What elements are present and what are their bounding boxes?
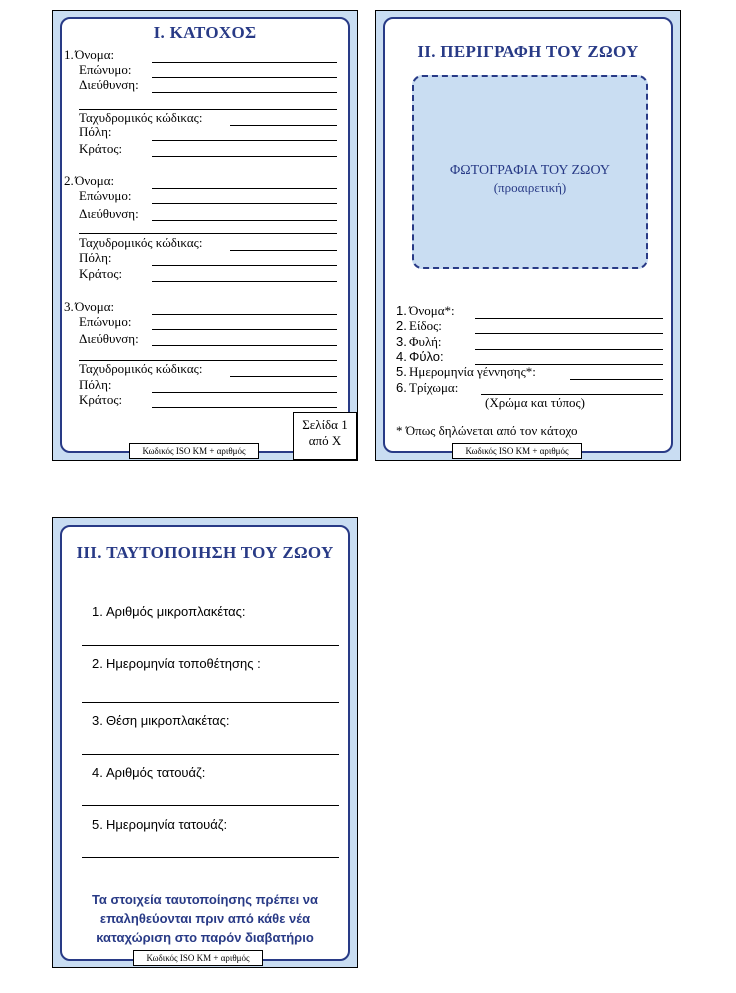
owner-2-surname-label: Επώνυμο: — [79, 188, 132, 203]
animal-species-line[interactable] — [475, 333, 663, 334]
owner-card-footer: Κωδικός ISO KM + αριθμός — [129, 443, 259, 459]
animal-identification-card — [52, 517, 358, 968]
owner-3-name-line[interactable] — [152, 314, 337, 315]
animal-field-6-number: 6. — [396, 380, 407, 395]
owner-1-number: 1. — [64, 47, 74, 62]
verification-note-line-1: Τα στοιχεία ταυτοποίησης πρέπει να — [91, 892, 319, 907]
animal-description-frame — [383, 17, 673, 453]
page-number-box — [293, 412, 357, 460]
microchip-date-line[interactable] — [82, 702, 339, 703]
owner-1-country-label: Κράτος: — [79, 141, 123, 156]
owner-1-postal-label: Ταχυδρομικός κώδικας: — [79, 110, 203, 125]
tattoo-number-line[interactable] — [82, 805, 339, 806]
animal-birthdate-label: Ημερομηνία γέννησης*: — [409, 364, 536, 379]
photo-optional-label: (προαιρετική) — [493, 180, 567, 195]
animal-name-label: Όνομα*: — [409, 303, 455, 318]
animal-birthdate-line[interactable] — [570, 379, 663, 380]
animal-species-label: Είδος: — [409, 318, 442, 333]
owner-2-city-label: Πόλη: — [79, 250, 112, 265]
owner-3-address-label: Διεύθυνση: — [79, 331, 139, 346]
owner-3-surname-label: Επώνυμο: — [79, 314, 132, 329]
owner-3-number: 3. — [64, 299, 74, 314]
owner-section-title: I. ΚΑΤΟΧΟΣ — [153, 23, 257, 42]
animal-coat-hint: (Χρώμα και τύπος) — [485, 395, 585, 410]
tattoo-date-label: Ημερομηνία τατουάζ: — [106, 817, 228, 832]
microchip-number-line[interactable] — [82, 645, 339, 646]
animal-field-2-number: 2. — [396, 318, 407, 333]
owner-card — [52, 10, 358, 461]
verification-note-line-2: επαληθεύονται πριν από κάθε νέα — [99, 911, 311, 926]
animal-photo-placeholder[interactable] — [412, 75, 648, 269]
microchip-date-label: Ημερομηνία τοποθέτησης : — [106, 656, 261, 671]
animal-coat-label: Τρίχωμα: — [409, 380, 459, 395]
animal-field-4-number: 4. — [396, 349, 407, 364]
owner-2-postal-label: Ταχυδρομικός κώδικας: — [79, 235, 203, 250]
id-field-5-number: 5. — [92, 817, 103, 832]
owner-2-number: 2. — [64, 173, 74, 188]
verification-note-line-3: καταχώριση στο παρόν διαβατήριο — [96, 930, 314, 945]
tattoo-date-line[interactable] — [82, 857, 339, 858]
tattoo-number-label: Αριθμός τατουάζ: — [106, 765, 206, 780]
owner-3-address-line[interactable] — [152, 345, 337, 346]
owner-3-country-line[interactable] — [152, 407, 337, 408]
animal-identification-title: III. ΤΑΥΤΟΠΟΙΗΣΗ ΤΟΥ ΖΩΟΥ — [76, 543, 334, 562]
owner-card-frame — [60, 17, 350, 453]
id-field-1-number: 1. — [92, 604, 103, 619]
owner-1-city-label: Πόλη: — [79, 124, 112, 139]
owner-declared-footnote: * Όπως δηλώνεται από τον κάτοχο — [396, 423, 578, 438]
owner-2-name-label: Όνομα: — [75, 173, 115, 188]
owner-2-address-label: Διεύθυνση: — [79, 206, 139, 221]
microchip-number-label: Αριθμός μικροπλακέτας: — [106, 604, 246, 619]
animal-field-1-number: 1. — [396, 303, 407, 318]
owner-3-country-label: Κράτος: — [79, 392, 123, 407]
animal-breed-line[interactable] — [475, 349, 663, 350]
animal-identification-footer: Κωδικός ISO KM + αριθμός — [133, 950, 263, 966]
owner-3-postal-label: Ταχυδρομικός κώδικας: — [79, 361, 203, 376]
owner-1-surname-label: Επώνυμο: — [79, 62, 132, 77]
animal-field-3-number: 3. — [396, 334, 407, 349]
animal-breed-label: Φυλή: — [409, 334, 442, 349]
owner-3-name-label: Όνομα: — [75, 299, 115, 314]
owner-1-address-label: Διεύθυνση: — [79, 77, 139, 92]
animal-description-card — [375, 10, 681, 461]
animal-identification-frame — [60, 525, 350, 961]
microchip-location-label: Θέση μικροπλακέτας: — [106, 713, 230, 728]
owner-3-postal-line[interactable] — [230, 376, 337, 377]
microchip-location-line[interactable] — [82, 754, 339, 755]
photo-label: ΦΩΤΟΓΡΑΦΙΑ ΤΟΥ ΖΩΟΥ — [450, 163, 610, 178]
owner-2-country-label: Κράτος: — [79, 266, 123, 281]
animal-field-5-number: 5. — [396, 364, 407, 379]
animal-sex-label: Φύλο: — [409, 349, 444, 364]
animal-name-line[interactable] — [475, 318, 663, 319]
owner-3-surname-line[interactable] — [152, 329, 337, 330]
page-number-line-2: από X — [308, 433, 342, 448]
animal-description-footer: Κωδικός ISO KM + αριθμός — [452, 443, 582, 459]
owner-3-city-line[interactable] — [152, 392, 337, 393]
owner-1-name-label: Όνομα: — [75, 47, 115, 62]
owner-block-3 — [62, 19, 348, 451]
id-field-2-number: 2. — [92, 656, 103, 671]
page-number-line-1: Σελίδα 1 — [302, 417, 348, 432]
id-field-3-number: 3. — [92, 713, 103, 728]
owner-3-city-label: Πόλη: — [79, 377, 112, 392]
id-field-4-number: 4. — [92, 765, 103, 780]
animal-description-title: II. ΠΕΡΙΓΡΑΦΗ ΤΟΥ ΖΩΟΥ — [417, 42, 639, 61]
